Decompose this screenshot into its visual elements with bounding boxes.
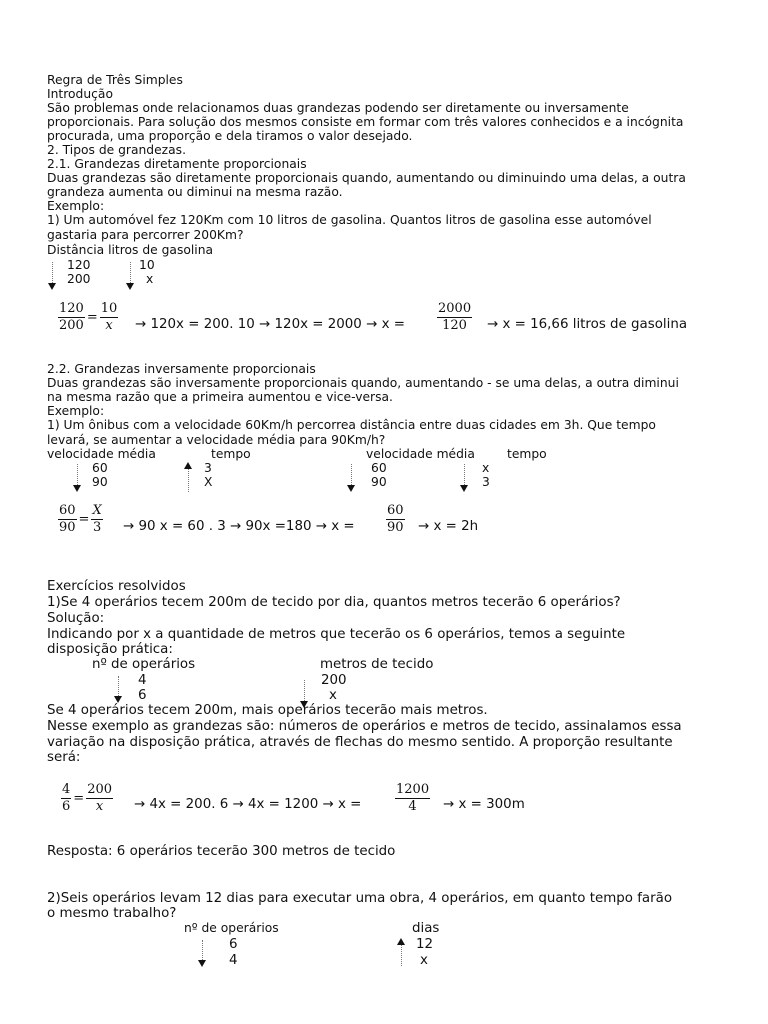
column-header: tempo (211, 447, 251, 461)
value-cell: 4 (138, 673, 147, 688)
calculation-text: → 4x = 200. 6 → 4x = 1200 → x = (134, 797, 362, 812)
result-text: → x = 16,66 litros de gasolina (487, 317, 688, 332)
section-heading: Exercícios resolvidos (47, 579, 186, 594)
paragraph-line: Duas grandezas são inversamente proporcionais quando, aumentando - se uma delas, a outra diminui (47, 376, 679, 390)
value-cell: x (482, 461, 490, 475)
column-header: velocidade média (47, 447, 156, 461)
value-cell: 120 (67, 258, 91, 272)
paragraph-line: variação na disposição prática, através de flechas do mesmo sentido. A proporção resultante (47, 735, 673, 750)
fraction: $\frac{60}{90}$ (387, 503, 404, 535)
column-header: dias (412, 921, 440, 936)
paragraph-line: na mesma razão que a primeira aumentou e vice-versa. (47, 390, 393, 404)
column-header: metros de tecido (320, 657, 434, 672)
value-cell: x (420, 953, 428, 968)
exercise-question: 2)Seis operários levam 12 dias para executar uma obra, 4 operários, em quanto tempo farão (47, 891, 673, 906)
answer-text: Resposta: 6 operários tecerão 300 metros de tecido (47, 844, 396, 859)
example-line: gastaria para percorrer 200Km? (47, 228, 244, 242)
exercise-question: o mesmo trabalho? (47, 906, 177, 921)
value-cell: 3 (204, 461, 212, 475)
proportion-equation: $\frac{120}{200}$ = $\frac{10}{x}$ (59, 301, 118, 333)
table-header: Distância litros de gasolina (47, 243, 214, 257)
value-cell: 3 (482, 475, 490, 489)
example-line: 1) Um ônibus com a velocidade 60Km/h percorrea distância entre duas cidades em 3h. Que tempo (47, 418, 656, 432)
value-cell: 60 (92, 461, 108, 475)
section-heading: 2. Tipos de grandezas. (47, 143, 186, 157)
paragraph-line: será: (47, 750, 81, 765)
arrow-up-icon (184, 462, 194, 492)
arrow-up-icon (397, 938, 407, 966)
column-header: nº de operários (92, 657, 196, 672)
section-heading: 2.2. Grandezas inversamente proporcionais (47, 362, 316, 376)
example-label: Exemplo: (47, 199, 105, 213)
value-cell: 6 (138, 688, 147, 703)
value-cell: 60 (371, 461, 387, 475)
arrow-down-icon (460, 464, 470, 492)
intro-line: procurada, uma proporção e dela tiramos o valor desejado. (47, 129, 413, 143)
value-cell: 6 (229, 937, 238, 952)
column-header: tempo (507, 447, 547, 461)
column-header: velocidade média (366, 447, 475, 461)
intro-line: proporcionais. Para solução dos mesmos consiste em formar com três valores conhecidos e a incógnita (47, 115, 684, 129)
value-cell: 4 (229, 953, 238, 968)
proportion-equation: $\frac{4}{6}$ = $\frac{200}{x}$ (62, 782, 113, 814)
calculation-text: → 90 x = 60 . 3 → 90x =180 → x = (123, 519, 355, 534)
result-text: → x = 300m (443, 797, 525, 812)
arrow-down-icon (126, 262, 136, 290)
paragraph-line: Indicando por x a quantidade de metros que tecerão os 6 operários, temos a seguinte (47, 627, 626, 642)
intro-line: São problemas onde relacionamos duas grandezas podendo ser diretamente ou inversamente (47, 101, 629, 115)
example-line: levará, se aumentar a velocidade média para 90Km/h? (47, 433, 386, 447)
value-cell: 90 (371, 475, 387, 489)
arrow-down-icon (347, 464, 357, 492)
example-line: 1) Um automóvel fez 120Km com 10 litros de gasolina. Quantos litros de gasolina esse automóvel (47, 213, 652, 227)
example-label: Exemplo: (47, 404, 105, 418)
exercise-question: 1)Se 4 operários tecem 200m de tecido por dia, quantos metros tecerão 6 operários? (47, 595, 621, 610)
result-text: → x = 2h (418, 519, 479, 534)
paragraph-line: grandeza aumenta ou diminui na mesma razão. (47, 185, 343, 199)
paragraph-line: Duas grandezas são diretamente proporcionais quando, aumentando ou diminuindo uma delas, a outra (47, 171, 686, 185)
arrow-down-icon (114, 676, 124, 703)
document-title: Regra de Três Simples (47, 73, 183, 87)
value-cell: 200 (67, 272, 91, 286)
paragraph-line: Se 4 operários tecem 200m, mais operários tecerão mais metros. (47, 703, 488, 718)
section-heading: 2.1. Grandezas diretamente proporcionais (47, 157, 307, 171)
value-cell: 12 (416, 937, 434, 952)
arrow-down-icon (48, 262, 58, 290)
value-cell: 200 (321, 673, 347, 688)
fraction: $\frac{2000}{120}$ (438, 301, 472, 333)
intro-heading: Introdução (47, 87, 113, 101)
arrow-down-icon (73, 464, 83, 492)
paragraph-line: Nesse exemplo as grandezas são: números de operários e metros de tecido, assinalamos essa (47, 719, 682, 734)
paragraph-line: disposição prática: (47, 642, 173, 657)
column-header: nº de operários (184, 921, 279, 935)
fraction: $\frac{1200}{4}$ (396, 782, 430, 814)
value-cell: X (204, 475, 213, 489)
proportion-equation: $\frac{60}{90}$ = $\frac{X}{3}$ (59, 503, 102, 535)
arrow-down-icon (198, 940, 208, 967)
solution-label: Solução: (47, 611, 105, 626)
value-cell: 10 (139, 258, 155, 272)
value-cell: x (146, 272, 154, 286)
calculation-text: → 120x = 200. 10 → 120x = 2000 → x = (135, 317, 405, 332)
value-cell: 90 (92, 475, 108, 489)
value-cell: x (329, 688, 337, 703)
